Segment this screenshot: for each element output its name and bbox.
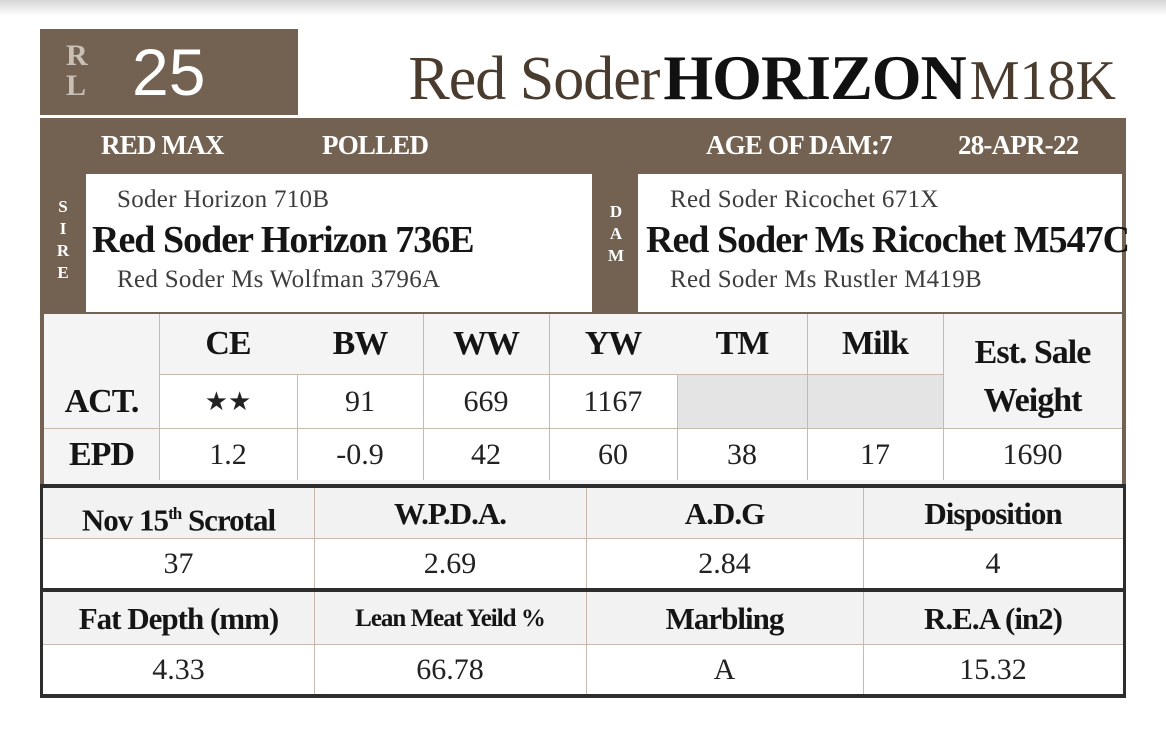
header-marbling: Marbling	[586, 592, 863, 644]
epd-bw: -0.9	[297, 428, 423, 480]
act-ww: 669	[423, 374, 549, 428]
grid-line	[943, 314, 944, 480]
epd-yw: 60	[549, 428, 677, 480]
dam-panel	[638, 174, 1130, 312]
sire-label: S I R E	[56, 197, 70, 282]
value-fat-depth: 4.33	[43, 644, 314, 694]
bottom-border	[40, 694, 1126, 698]
top-shadow	[0, 0, 1166, 16]
act-ce-stars: ★★	[159, 374, 297, 428]
grid-line	[586, 488, 587, 588]
act-bw: 91	[297, 374, 423, 428]
stats-table-2	[40, 592, 1126, 694]
bull-name	[408, 30, 1116, 114]
row-label-act: ACT.	[64, 383, 139, 420]
info-bar	[40, 118, 1126, 170]
epd-tm: 38	[677, 428, 807, 480]
dam-name: Red Soder Ms Ricochet M547C	[646, 219, 1130, 261]
header-ww: WW	[453, 325, 519, 362]
header-tm: TM	[715, 325, 769, 362]
horn-status: POLLED	[322, 130, 429, 160]
stats-table-1	[40, 488, 1126, 588]
act-yw: 1167	[549, 374, 677, 428]
bull-name-main: HORIZON	[663, 42, 966, 113]
header-yw: YW	[584, 325, 642, 362]
grid-line	[677, 374, 678, 480]
sire-panel	[86, 174, 592, 312]
bull-name-suffix: M18K	[969, 50, 1116, 112]
epd-ww: 42	[423, 428, 549, 480]
epd-est-sale-weight: 1690	[943, 428, 1122, 480]
age-of-dam: AGE OF DAM:7	[706, 130, 892, 160]
header-rea: R.E.A (in2)	[863, 592, 1123, 644]
lot-number: 25	[132, 35, 206, 109]
sire-sire: Soder Horizon 710B	[117, 186, 330, 213]
header-lean-meat-yield: Lean Meat Yeild %	[314, 592, 586, 644]
dam-sire: Red Soder Ricochet 671X	[670, 186, 939, 213]
value-disposition: 4	[863, 538, 1123, 588]
pedigree	[40, 170, 1130, 314]
grid-line	[297, 374, 298, 480]
row-label-epd: EPD	[69, 436, 134, 473]
epd-milk: 17	[807, 428, 943, 480]
header-wpda: W.P.D.A.	[314, 488, 586, 538]
act-milk	[807, 374, 943, 428]
grid-line	[423, 314, 424, 480]
bull-card	[40, 118, 1130, 698]
epd-table	[40, 314, 1126, 484]
grid-line	[586, 592, 587, 694]
header-fat-depth: Fat Depth (mm)	[43, 592, 314, 644]
sire-name: Red Soder Horizon 736E	[92, 219, 474, 261]
birth-date: 28-APR-22	[958, 130, 1079, 160]
header-disposition: Disposition	[863, 488, 1123, 538]
bull-name-prefix: Red Soder	[408, 45, 660, 113]
grid-line	[863, 488, 864, 588]
header-bw: BW	[332, 325, 388, 362]
value-wpda: 2.69	[314, 538, 586, 588]
value-rea: 15.32	[863, 644, 1123, 694]
dam-dam: Red Soder Ms Rustler M419B	[670, 266, 982, 293]
grid-line	[807, 314, 808, 480]
grid-line	[863, 592, 864, 694]
value-scrotal: 37	[43, 538, 314, 588]
dam-label: D A M	[607, 202, 625, 265]
grid-line	[159, 314, 160, 480]
header-ce: CE	[205, 325, 251, 362]
value-adg: 2.84	[586, 538, 863, 588]
grid-line	[314, 592, 315, 694]
logo-letter-l: L	[66, 69, 87, 102]
lot-number-box	[40, 29, 298, 115]
logo-letter-r: R	[66, 39, 88, 72]
value-marbling: A	[586, 644, 863, 694]
header-est-sale-weight: Est. Sale Weight	[974, 334, 1091, 419]
act-tm	[677, 374, 807, 428]
color-text: RED MAX	[101, 130, 224, 160]
rl-logo	[64, 41, 100, 103]
epd-ce: 1.2	[159, 428, 297, 480]
sire-dam: Red Soder Ms Wolfman 3796A	[117, 266, 441, 293]
value-lean-meat-yield: 66.78	[314, 644, 586, 694]
grid-line	[43, 644, 1123, 645]
grid-line	[44, 428, 1122, 429]
header-adg: A.D.G	[586, 488, 863, 538]
header-milk: Milk	[842, 325, 908, 362]
grid-line	[549, 314, 550, 480]
grid-line	[159, 374, 943, 375]
grid-line	[314, 488, 315, 588]
grid-line	[43, 538, 1123, 539]
header-scrotal: Nov 15th Scrotal	[43, 488, 314, 538]
